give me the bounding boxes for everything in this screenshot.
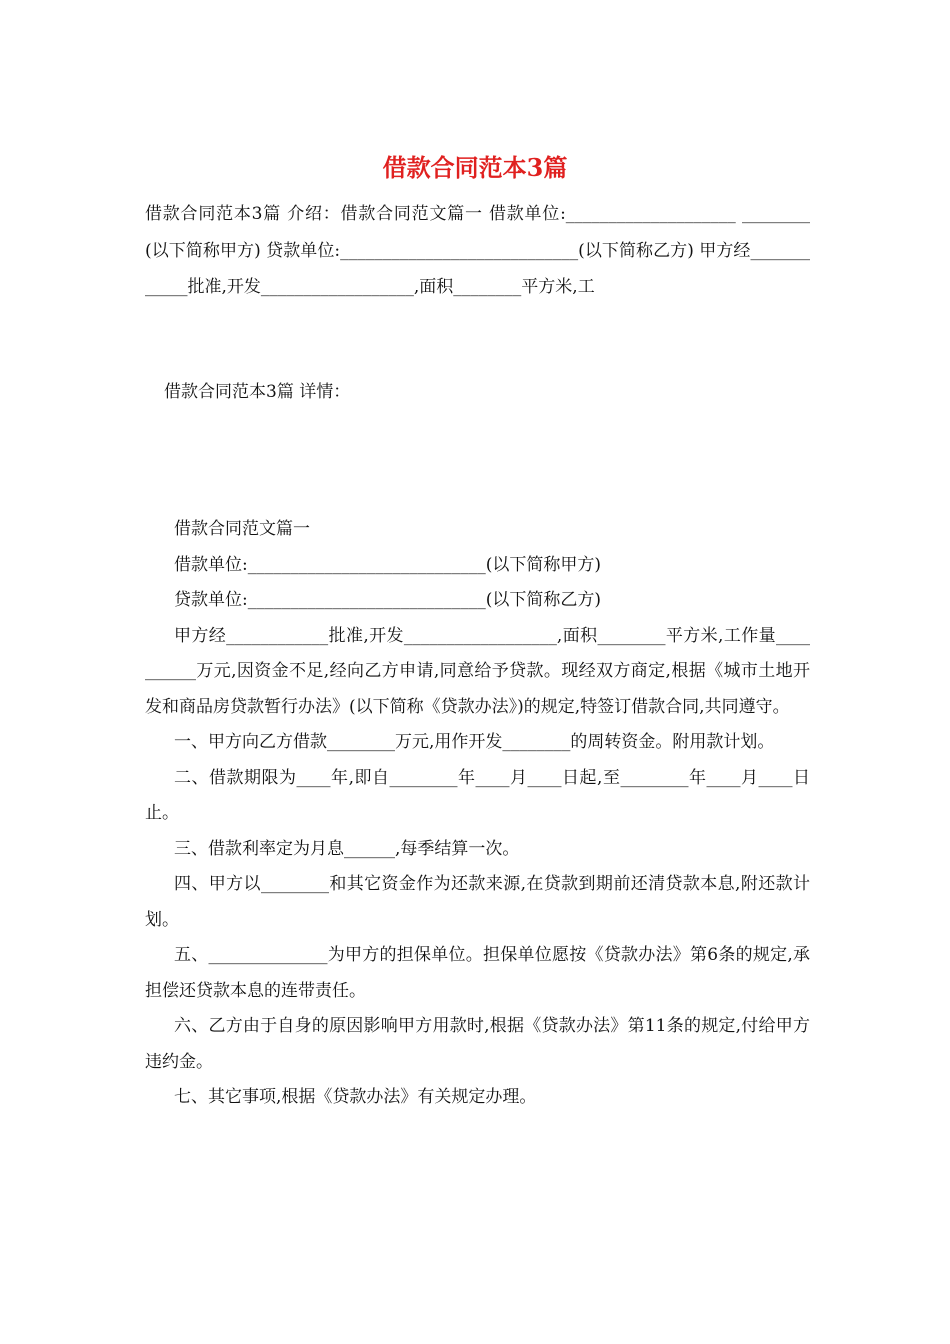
clause-1: 一、甲方向乙方借款________万元,用作开发________的周转资金。附用款计划。 (174, 732, 775, 752)
contract-body (145, 512, 810, 1116)
document-title: 借款合同范本3篇 (382, 153, 568, 182)
clause-4: 四、甲方以________和其它资金作为还款来源,在贷款到期前还清贷款本息,附还款计划。 (145, 874, 810, 930)
detail-heading: 借款合同范本3篇 详情： (164, 382, 351, 402)
clause-3: 三、借款利率定为月息______,每季结算一次。 (174, 838, 520, 859)
clause-6: 六、乙方由于自身的原因影响甲方用款时,根据《贷款办法》第11条的规定,付给甲方违约金。 (145, 1016, 810, 1072)
borrower-line: 借款单位:____________________________(以下简称甲方) (174, 554, 601, 575)
preamble-paragraph: 甲方经____________批准,开发__________________,面积________平方米,工作量__________万元,因资金不足,经向乙方申请,同意给予贷款。现经双方商定,根据《城市土地开发和商品房贷款暂行办法》(以下简称《贷款办法》)的规定,特签订借款合同,共同遵守。 (145, 625, 810, 717)
contract-section-title: 借款合同范文篇一 (174, 519, 310, 539)
clause-7: 七、其它事项,根据《贷款办法》有关规定办理。 (174, 1087, 537, 1107)
lender-line: 贷款单位:____________________________(以下简称乙方) (174, 590, 601, 610)
clause-5: 五、______________为甲方的担保单位。担保单位愿按《贷款办法》第6条的规定,承担偿还贷款本息的连带责任。 (145, 945, 810, 1001)
intro-summary: 借款合同范本3篇 介绍：借款合同范文篇一 借款单位:____________________ ________(以下简称甲方) 贷款单位:____________________________(以下简称乙方) 甲方经____________批准,开发__________________,面积________平方米,工 (145, 204, 810, 297)
clause-2: 二、借款期限为____年,即自________年____月____日起,至________年____月____日止。 (145, 767, 810, 823)
